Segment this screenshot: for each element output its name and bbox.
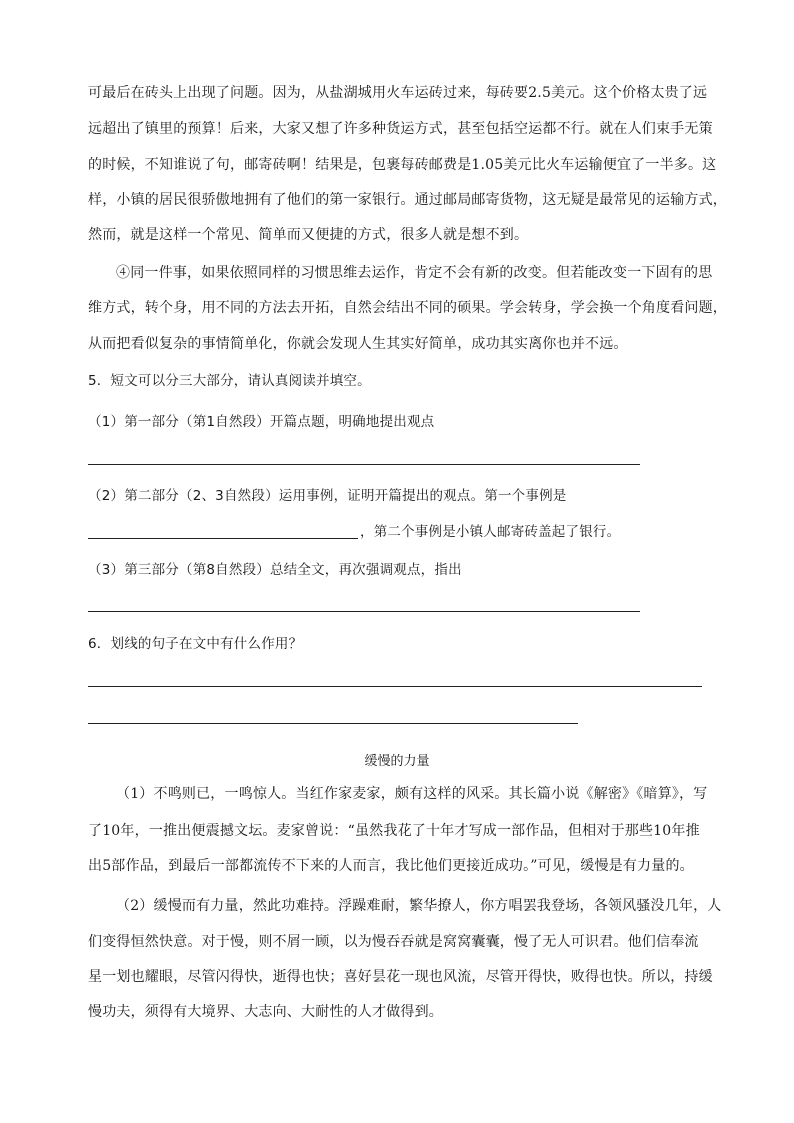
answer-blank[interactable]	[88, 538, 358, 539]
passage2-line: （2）缓慢而有力量，然此功难持。浮躁难耐，繁华撩人，你方唱罢我登场，各领风骚没几年，人	[116, 898, 722, 914]
answer-line[interactable]	[88, 686, 702, 687]
question-6: 6．划线的句子在文中有什么作用？	[88, 636, 303, 652]
passage2-line: 慢功夫，须得有大境界、大志向、大耐性的人才做得到。	[88, 1004, 443, 1020]
passage2-line: 了10年，一推出便震撼文坛。麦家曾说：“虽然我花了十年才写成一部作品，但相对于那些10年推	[88, 823, 700, 839]
passage1-line: ④同一件事，如果依照同样的习惯思维去运作，肯定不会有新的改变。但若能改变一下固有的思	[116, 265, 713, 281]
passage1-line: 可最后在砖头上出现了问题。因为，从盐湖城用火车运砖过来，每砖要2.5美元。这个价格太贵了远	[88, 85, 708, 101]
question-5-1: （1）第一部分（第1自然段）开篇点题，明确地提出观点	[88, 414, 435, 430]
answer-line[interactable]	[88, 611, 640, 612]
passage1-line: 的时候，不知谁说了句，邮寄砖啊！结果是，包裹每砖邮费是1.05美元比火车运输便宜了一半多。这	[88, 157, 717, 173]
passage1-line: 然而，就是这样一个常见、简单而又便捷的方式，很多人就是想不到。	[88, 227, 529, 243]
passage2-line: 出5部作品，到最后一部都流传不下来的人而言，我比他们更接近成功。”可见，缓慢是有力量的。	[88, 858, 694, 874]
answer-line[interactable]	[88, 464, 640, 465]
passage2-line: 星一划也耀眼，尽管闪得快，逝得也快；喜好昙花一现也风流，尽管开得快，败得也快。所以，持缓	[88, 969, 713, 985]
passage1-line: 从而把看似复杂的事情简单化，你就会发现人生其实好简单，成功其实离你也并不远。	[88, 336, 628, 352]
question-5-3: （3）第三部分（第8自然段）总结全文，再次强调观点，指出	[88, 562, 462, 578]
passage1-line: 样，小镇的居民很骄傲地拥有了他们的第一家银行。通过邮局邮寄货物，这无疑是最常见的运输方式，	[88, 192, 727, 208]
question-5-2-suffix: ，第二个事例是小镇人邮寄砖盖起了银行。	[360, 524, 621, 540]
passage2-line: 们变得恒然快意。对于慢，则不屑一顾，以为慢吞吞就是窝窝囊囊，慢了无人可识君。他们信奉流	[88, 934, 699, 950]
question-5-2: （2）第二部分（2、3自然段）运用事例，证明开篇提出的观点。第一个事例是	[88, 488, 567, 504]
answer-line[interactable]	[88, 723, 578, 724]
passage1-line: 远超出了镇里的预算！后来，大家又想了许多种货运方式，甚至包括空运都不行。就在人们束手无策	[88, 121, 713, 137]
question-5: 5．短文可以分三大部分，请认真阅读并填空。	[88, 373, 371, 389]
passage1-line: 维方式，转个身，用不同的方法去开拓，自然会结出不同的硕果。学会转身，学会换一个角度看问题，	[88, 300, 727, 316]
passage-title: 缓慢的力量	[364, 754, 430, 769]
passage2-line: （1）不鸣则已，一鸣惊人。当红作家麦家，颇有这样的风采。其长篇小说《解密》《暗算》，写	[116, 786, 708, 802]
